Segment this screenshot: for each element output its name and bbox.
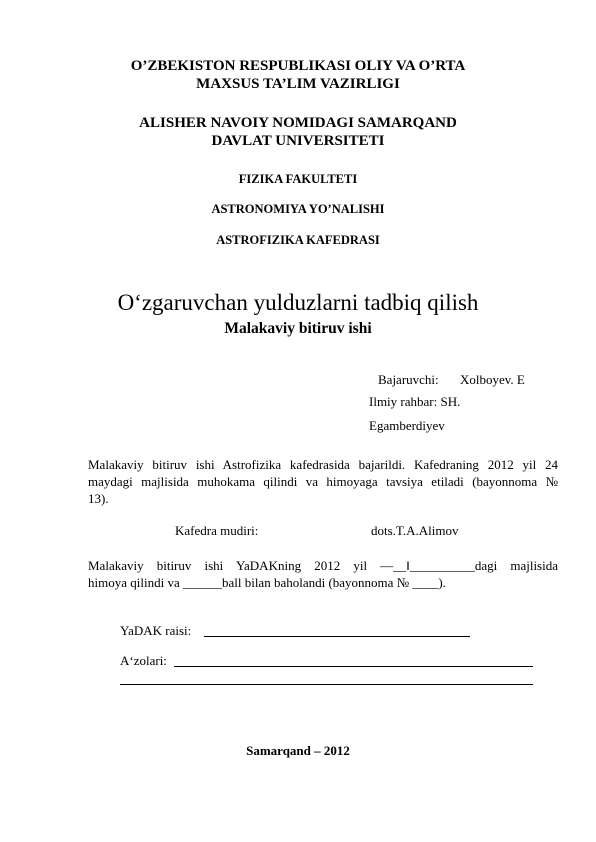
faculty-name: FIZIKA FAKULTETI	[238, 172, 358, 186]
committee-chair-signature-line	[204, 636, 470, 637]
defense-paragraph-line-1: Malakaviy bitiruv ishi YaDAKning 2012 yil ―__‖__________dagi majlisida	[88, 558, 558, 573]
place-year: Samarqand – 2012	[246, 743, 350, 758]
ministry-line-1: O’ZBEKISTON RESPUBLIKASI OLIY VA O’RTA	[130, 58, 466, 74]
executor-name: Xolboyev. E	[460, 372, 525, 387]
supervisor-line-2: Egamberdiyev	[369, 418, 445, 433]
executor-label: Bajaruvchi:	[378, 372, 439, 387]
department-name: ASTROFIZIKA KAFEDRASI	[216, 233, 380, 247]
approval-paragraph-line-3: 13).	[88, 491, 109, 506]
approval-paragraph-line-2: maydagi majlisida muhokama qilindi va himoyaga tavsiya etiladi (bayonnoma №	[88, 474, 558, 489]
committee-members-label: A‘zolari:	[120, 653, 167, 668]
ministry-line-2: MAXSUS TA’LIM VAZIRLIGI	[196, 76, 400, 92]
head-name: dots.T.A.Alimov	[371, 523, 459, 538]
direction-name: ASTRONOMIYA YO’NALISHI	[211, 202, 385, 216]
approval-paragraph-line-1: Malakaviy bitiruv ishi Astrofizika kafedrasida bajarildi. Kafedraning 2012 yil 24	[88, 457, 558, 472]
university-line-1: ALISHER NAVOIY NOMIDAGI SAMARQAND	[139, 115, 457, 131]
supervisor-line-1: Ilmiy rahbar: SH.	[369, 394, 461, 409]
thesis-subtitle: Malakaviy bitiruv ishi	[224, 320, 372, 337]
head-label: Kafedra mudiri:	[175, 523, 259, 538]
committee-chair-label: YaDAK raisi:	[120, 623, 192, 638]
thesis-title: O‘zgaruvchan yulduzlarni tadbiq qilish	[117, 290, 479, 315]
committee-members-line-1	[174, 666, 533, 667]
committee-members-line-2	[120, 684, 533, 685]
university-line-2: DAVLAT UNIVERSITETI	[211, 133, 385, 149]
defense-paragraph-line-2: himoya qilindi va ______ball bilan baholandi (bayonnoma № ____).	[88, 575, 446, 590]
